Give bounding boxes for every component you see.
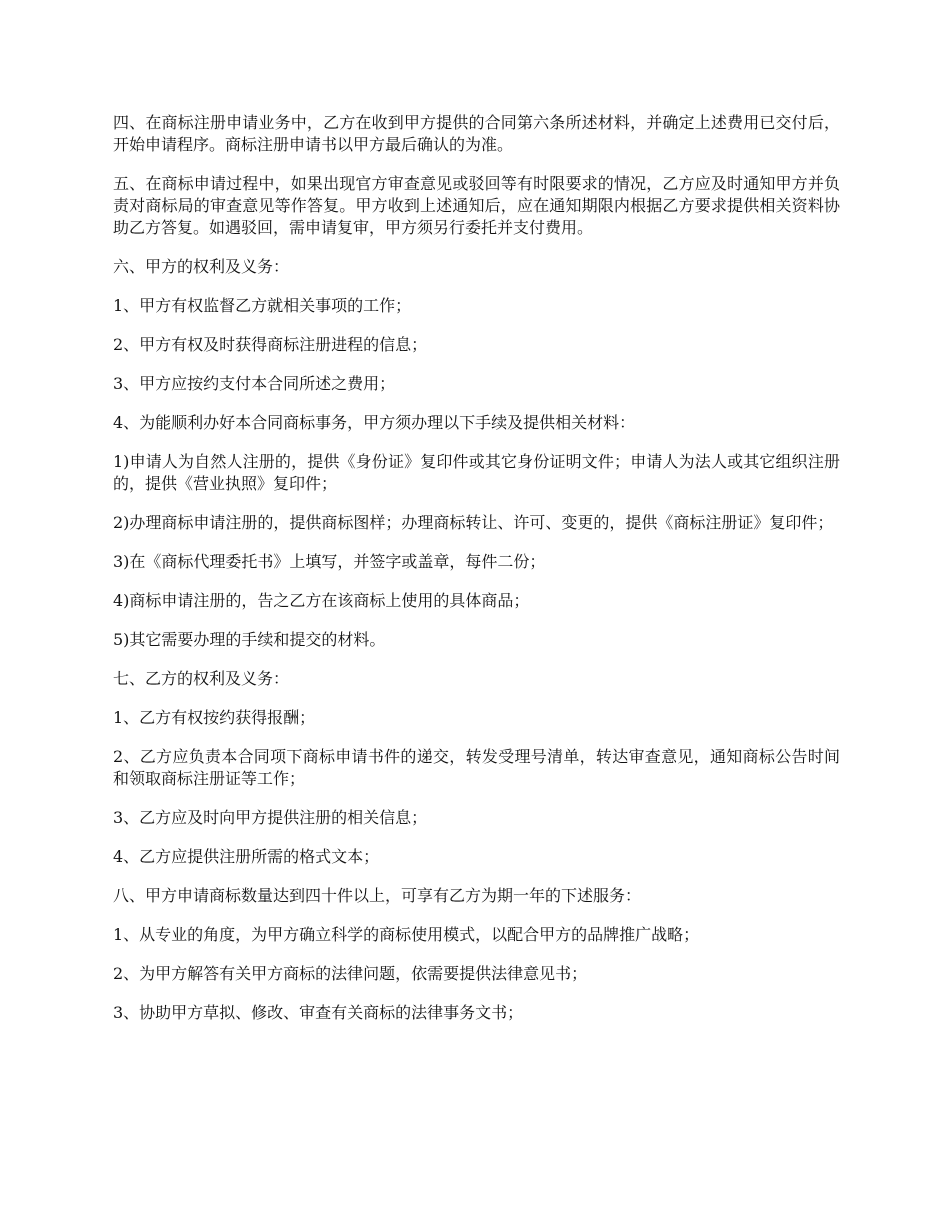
- clause-4-application-procedure: 四、在商标注册申请业务中，乙方在收到甲方提供的合同第六条所述材料，并确定上述费用已交付后，开始申请程序。商标注册申请书以甲方最后确认的为准。: [113, 113, 840, 154]
- party-a-item-3: 3、甲方应按约支付本合同所述之费用；: [113, 374, 396, 393]
- party-b-item-1: 1、乙方有权按约获得报酬；: [113, 708, 316, 727]
- material-item-2: 2)办理商标申请注册的，提供商标图样；办理商标转让、许可、变更的，提供《商标注册证》复印件；: [113, 513, 834, 532]
- party-b-item-2: 2、乙方应负责本合同项下商标申请书件的递交，转发受理号清单，转达审查意见，通知商标公告时间和领取商标注册证等工作；: [113, 747, 840, 788]
- party-a-item-4: 4、为能顺利办好本合同商标事务，甲方须办理以下手续及提供相关材料：: [113, 413, 636, 432]
- clause-5-examination-response: 五、在商标申请过程中，如果出现官方审查意见或驳回等有时限要求的情况，乙方应及时通知甲方并负责对商标局的审查意见等作答复。甲方收到上述通知后，应在通知期限内根据乙方要求提供相关资料协助乙方答复。如遇驳回，需申请复审，甲方须另行委托并支付费用。: [113, 174, 840, 237]
- document-body: [113, 112, 840, 1041]
- party-b-item-4: 4、乙方应提供注册所需的格式文本；: [113, 847, 380, 866]
- service-item-2: 2、为甲方解答有关甲方商标的法律问题，依需要提供法律意见书；: [113, 964, 588, 983]
- party-b-item-3: 3、乙方应及时向甲方提供注册的相关信息；: [113, 808, 428, 827]
- service-item-1: 1、从专业的角度，为甲方确立科学的商标使用模式，以配合甲方的品牌推广战略；: [113, 925, 700, 944]
- party-a-item-2: 2、甲方有权及时获得商标注册进程的信息；: [113, 335, 428, 354]
- section-heading-extra-services: 八、甲方申请商标数量达到四十件以上，可享有乙方为期一年的下述服务：: [113, 886, 642, 905]
- party-a-item-1: 1、甲方有权监督乙方就相关事项的工作；: [113, 296, 412, 315]
- material-item-4: 4)商标申请注册的，告之乙方在该商标上使用的具体商品；: [113, 591, 530, 610]
- material-item-5: 5)其它需要办理的手续和提交的材料。: [113, 630, 386, 649]
- section-heading-party-a-rights: 六、甲方的权利及义务：: [113, 257, 290, 276]
- section-heading-party-b-rights: 七、乙方的权利及义务：: [113, 669, 290, 688]
- service-item-3: 3、协助甲方草拟、修改、审查有关商标的法律事务文书；: [113, 1003, 524, 1022]
- material-item-3: 3)在《商标代理委托书》上填写，并签字或盖章，每件二份；: [113, 552, 546, 571]
- material-item-1: 1)申请人为自然人注册的，提供《身份证》复印件或其它身份证明文件；申请人为法人或其它组织注册的，提供《营业执照》复印件；: [113, 452, 840, 493]
